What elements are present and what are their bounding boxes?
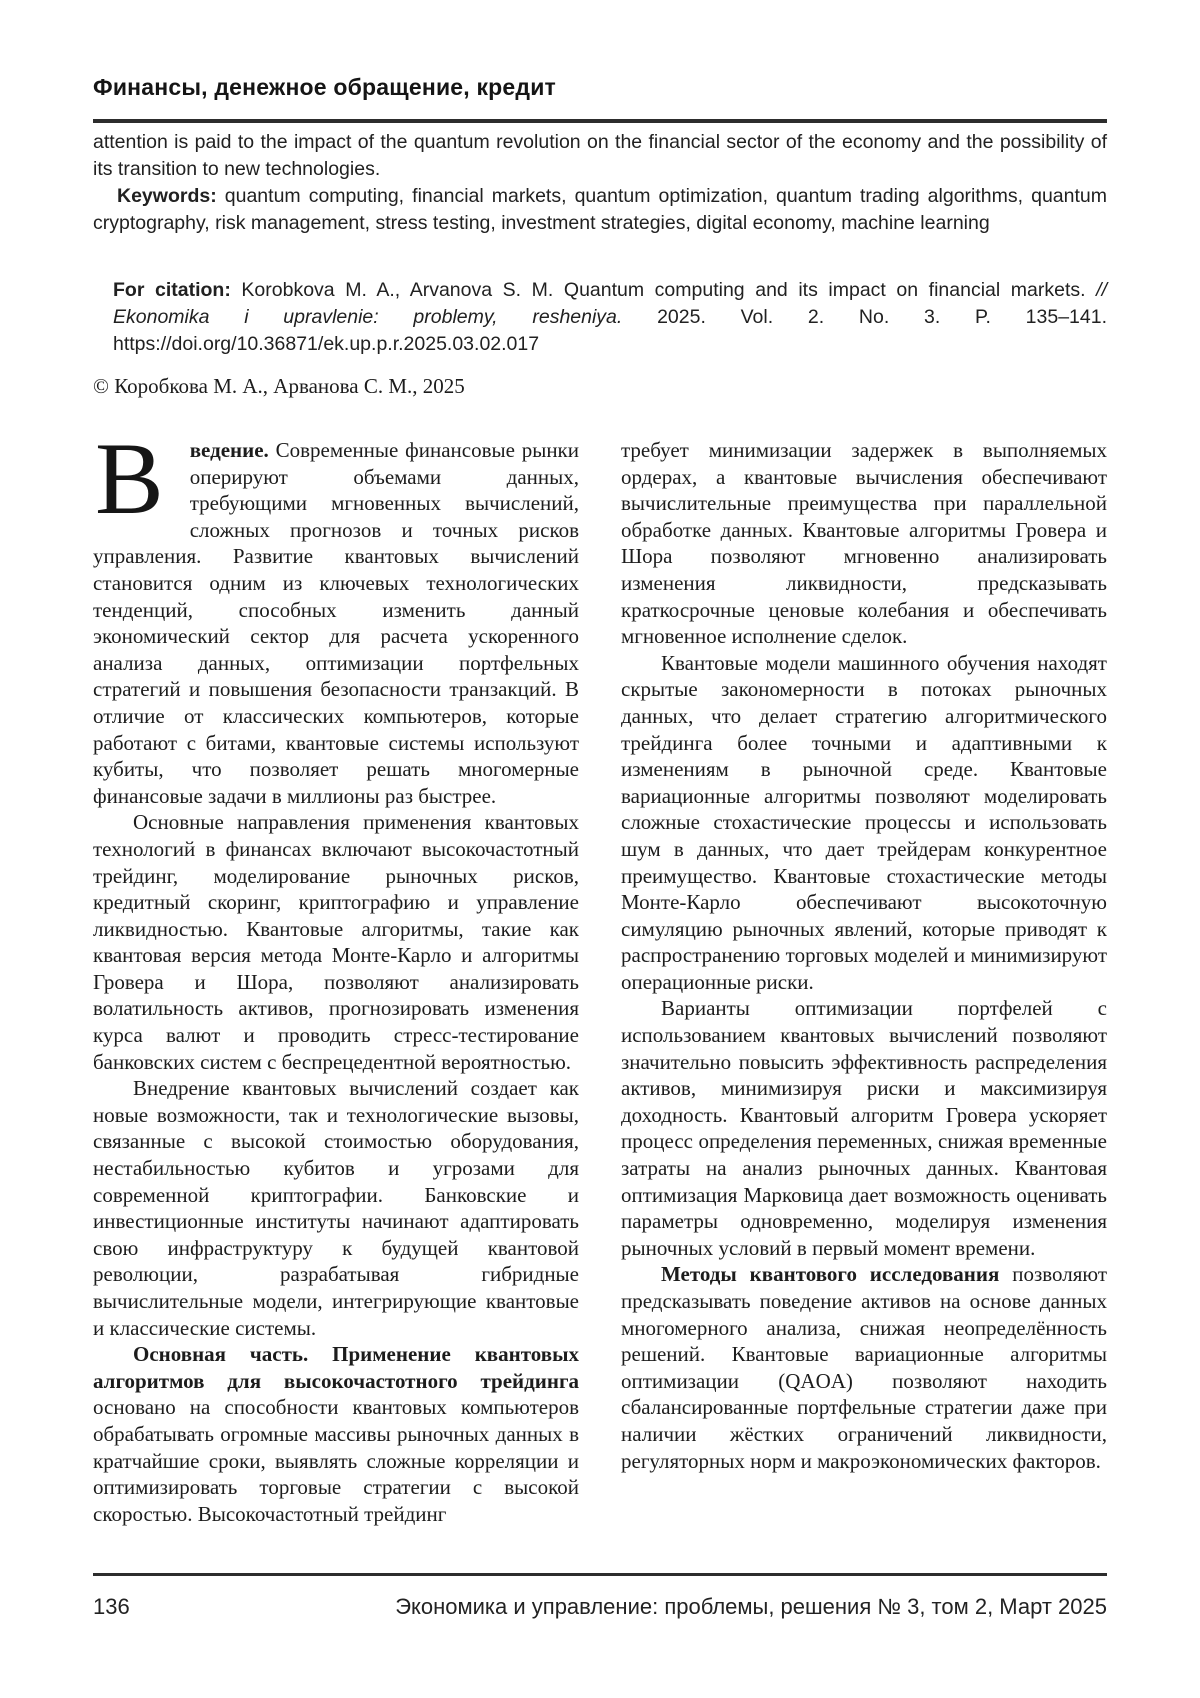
article-body	[93, 422, 1107, 1527]
intro-paragraph	[93, 422, 580, 809]
header-rule	[93, 119, 1107, 123]
citation-volume-info: 2025. Vol. 2. No. 3. P. 135–141. https://doi.org/10.36871/ek.up.p.r.2025.03.02.017	[113, 306, 1107, 355]
citation-journal-italic: // Ekonomika i upravlenie: problemy, resheniya.	[113, 279, 1107, 328]
main-part-heading: Основная часть. Применение квантовых алгоритмов для высокочастотного трейдинга	[93, 1342, 579, 1393]
abstract-section	[93, 129, 1107, 237]
paragraph-portfolio-optimization: Варианты оптимизации портфелей с использованием квантовых вычислений позволяют значительно повысить эффективность распределения активов, минимизируя риски и максимизируя доходность. Квантовый алгоритм Гровера ускоряет процесс определения переменных, снижая временные затраты на анализ рыночных данных. Квантовая оптимизация Марковица дает возможность оценивать параметры одновременно, моделируя изменения рыночных условий в первый момент времени.	[621, 996, 1107, 1260]
paragraph-quantum-directions: Основные направления применения квантовых технологий в финансах включают высокочастотный трейдинг, моделирование рыночных рисков, кредитный скоринг, криптографию и управление ликвидностью. Квантовые алгоритмы, такие как квантовая версия метода Монте-Карло и алгоритмы Гровера и Шора, позволяют анализировать волатильность активов, прогнозировать изменения курса валют и проводить стресс-тестирование банковских систем с беспрецедентной вероятностью.	[93, 810, 579, 1074]
keywords-text: quantum computing, financial markets, quantum optimization, quantum trading algorithms, quantum cryptography, risk management, stress testing, investment strategies, digital economy, machine learning	[93, 185, 1107, 234]
dropcap-letter: В	[95, 422, 164, 536]
citation-block	[113, 277, 1107, 358]
section-title: Финансы, денежное обращение, кредит	[93, 74, 557, 100]
keywords-label: Keywords:	[117, 185, 217, 207]
paragraph-research-methods	[621, 1261, 1107, 1474]
keywords-paragraph	[93, 183, 1107, 237]
methods-heading: Методы квантового исследования	[661, 1262, 1000, 1287]
page-footer	[93, 1594, 1107, 1620]
footer-rule	[93, 1573, 1107, 1576]
abstract-text: attention is paid to the impact of the quantum revolution on the financial sector of the economy and the possibility of its transition to new technologies.	[93, 131, 1107, 180]
left-column	[93, 422, 580, 1527]
methods-text: позволяют предсказывать поведение активов на основе данных многомерного анализа, снижая неопределённость решений. Квантовые вариационные алгоритмы оптимизации (QAOA) позволяют находить сбалансированные портфельные стратегии даже при наличии жёстких ограничений ликвидности, регуляторных норм и макроэкономических факторов.	[621, 1262, 1107, 1473]
intro-text: Современные финансовые рынки оперируют объемами данных, требующими мгновенных вычислений, сложных прогнозов и точных рисков управления. Развитие квантовых вычислений становится одним из ключевых технологических тенденций, способных изменить данный экономический сектор для расчета ускоренного анализа данных, оптимизации портфельных стратегий и повышения безопасности транзакций. В отличие от классических компьютеров, которые работают с битами, квантовые системы используют кубиты, что позволяет решать многомерные финансовые задачи в миллионы раз быстрее.	[93, 438, 580, 808]
footer-journal-info: Экономика и управление: проблемы, решения № 3, том 2, Март 2025	[395, 1594, 1107, 1619]
intro-lead-bold: ведение.	[189, 438, 269, 462]
copyright-line: © Коробкова М. А., Арванова С. М., 2025	[93, 374, 465, 398]
paragraph-implementation: Внедрение квантовых вычислений создает как новые возможности, так и технологические вызовы, связанные с высокой стоимостью оборудования, нестабильностью кубитов и угрозами для современной криптографии. Банковские и инвестиционные институты начинают адаптировать свою инфраструктуру к будущей квантовой революции, разрабатывая гибридные вычислительные модели, интегрирующие квантовые и классические системы.	[93, 1076, 579, 1340]
page-number: 136	[93, 1594, 130, 1619]
citation-authors: Korobkova M. A., Arvanova S. M. Quantum computing and its impact on financial markets.	[241, 279, 1086, 301]
paragraph-continuation: требует минимизации задержек в выполняемых ордерах, а квантовые вычисления обеспечивают вычислительные преимущества при параллельной обработке данных. Квантовые алгоритмы Гровера и Шора позволяют мгновенно анализировать изменения ликвидности, предсказывать краткосрочные ценовые колебания и обеспечивать мгновенное исполнение сделок.	[621, 438, 1107, 649]
paragraph-main-part	[93, 1341, 579, 1527]
paragraph-ml-models: Квантовые модели машинного обучения находят скрытые закономерности в потоках рыночных данных, что делает стратегию алгоритмического трейдинга более точными и адаптивными к изменениям в рыночной среде. Квантовые вариационные алгоритмы позволяют моделировать сложные стохастические процессы и использовать шум в данных, что дает трейдерам конкурентное преимущество. Квантовые стохастические методы Монте-Карло обеспечивают высокоточную симуляцию рыночных явлений, которые приводят к распространению торговых моделей и минимизируют операционные риски.	[621, 650, 1107, 994]
citation-label: For citation:	[113, 279, 231, 301]
right-column	[621, 437, 1107, 1527]
main-part-text: основано на способности квантовых компьютеров обрабатывать огромные массивы рыночных данных в кратчайшие сроки, выявлять сложные корреляции и оптимизировать торговые стратегии с высокой скоростью. Высокочастотный трейдинг	[93, 1395, 579, 1526]
